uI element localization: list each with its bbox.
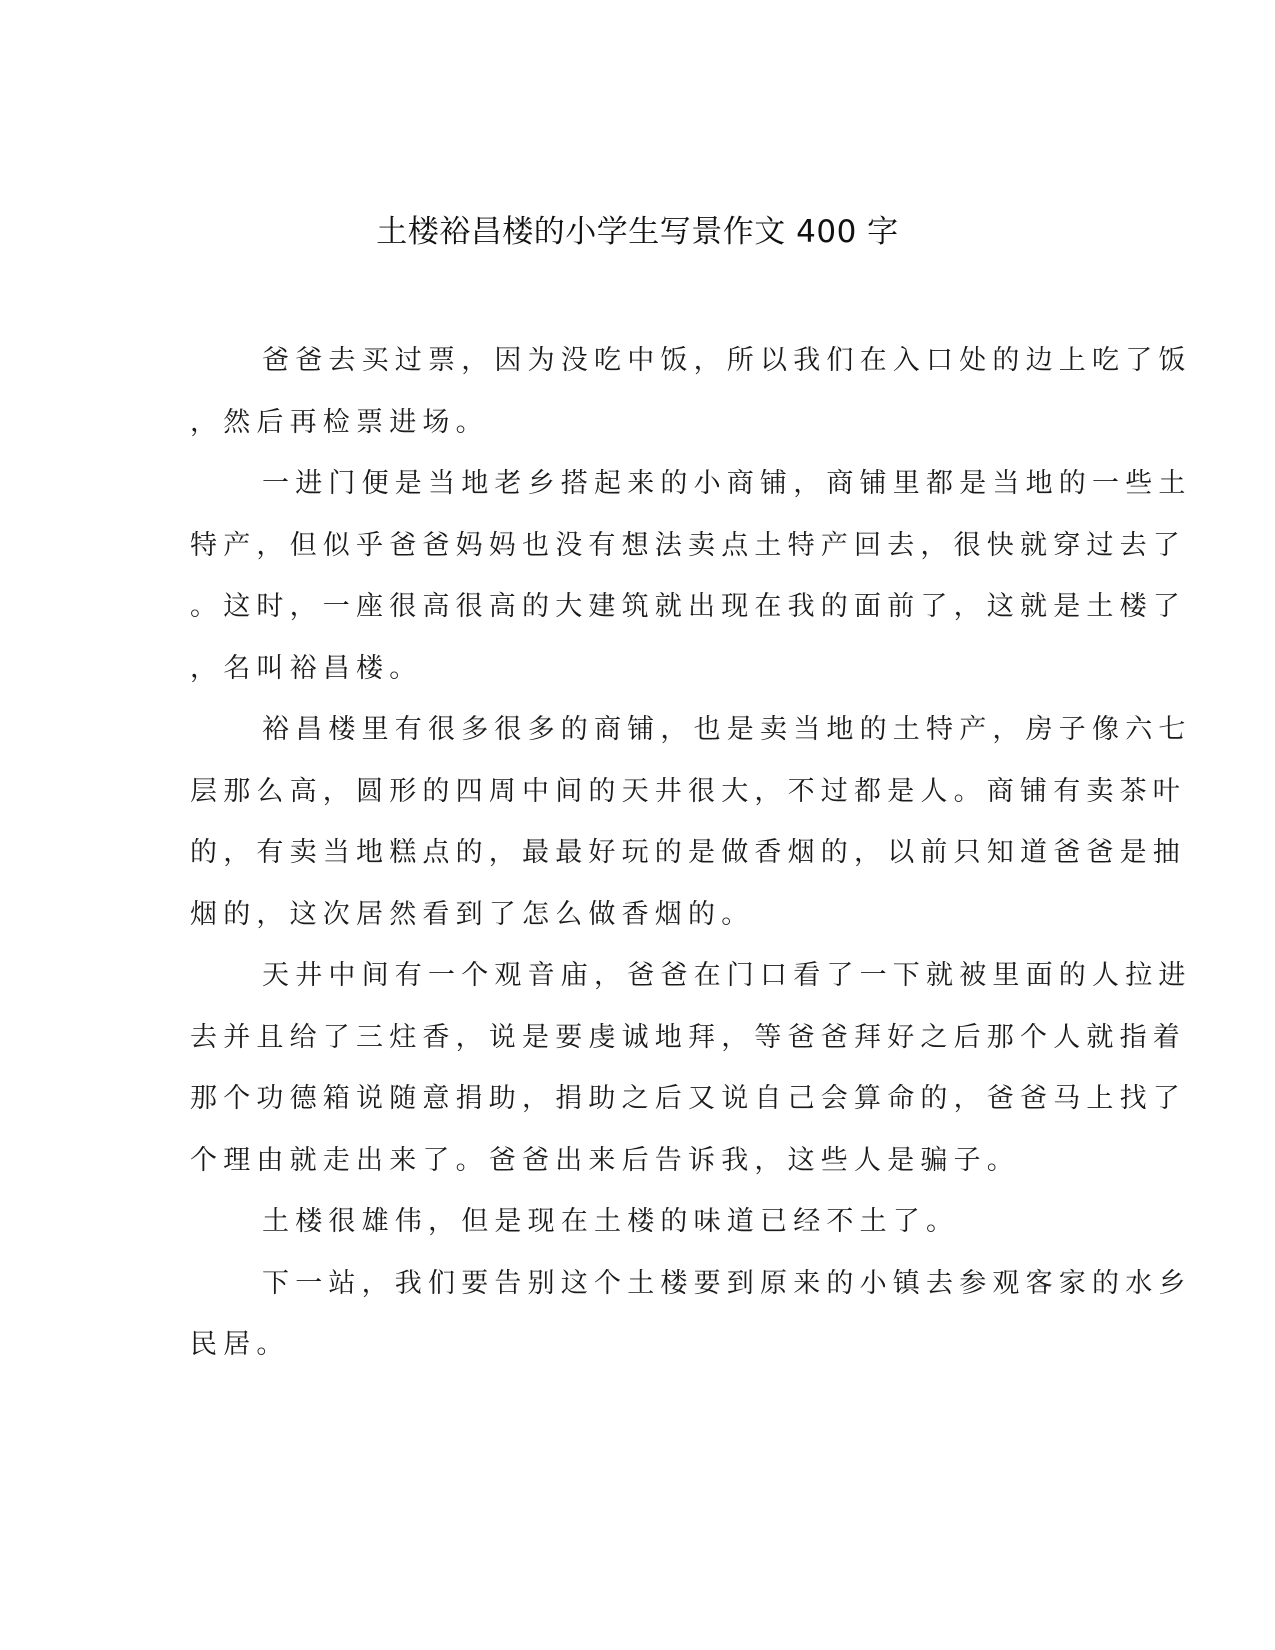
text-line: 下一站，我们要告别这个土楼要到原来的小镇去参观客家的水乡 — [262, 1267, 1192, 1299]
text-line: 那个功德箱说随意捐助，捐助之后又说自己会算命的，爸爸马上找了 — [190, 1083, 1186, 1114]
text-line: 个理由就走出来了。爸爸出来后告诉我，这些人是骗子。 — [190, 1144, 1020, 1176]
text-line: 的，有卖当地糕点的，最最好玩的是做香烟的，以前只知道爸爸是抽 — [190, 837, 1186, 868]
text-line: 一进门便是当地老乡搭起来的小商铺，商铺里都是当地的一些土 — [262, 468, 1192, 499]
text-line: 土楼很雄伟，但是现在土楼的味道已经不土了。 — [262, 1206, 960, 1237]
document-title: 土楼裕昌楼的小学生写景作文 400 字 — [376, 214, 899, 250]
text-line: 民居。 — [190, 1329, 290, 1360]
text-line: 烟的，这次居然看到了怎么做香烟的。 — [190, 898, 755, 930]
document-body — [190, 330, 1192, 1376]
text-line: ，名叫裕昌楼。 — [190, 652, 423, 684]
text-line: 天井中间有一个观音庙，爸爸在门口看了一下就被里面的人拉进 — [262, 960, 1192, 991]
text-line: 裕昌楼里有很多很多的商铺，也是卖当地的土特产，房子像六七 — [262, 714, 1192, 745]
text-line: 层那么高，圆形的四周中间的天井很大，不过都是人。商铺有卖茶叶 — [190, 775, 1186, 807]
text-line: 爸爸去买过票，因为没吃中饭，所以我们在入口处的边上吃了饭 — [262, 345, 1192, 376]
text-line: 去并且给了三炷香，说是要虔诚地拜，等爸爸拜好之后那个人就指着 — [190, 1021, 1186, 1053]
text-line: 特产，但似乎爸爸妈妈也没有想法卖点土特产回去，很快就穿过去了 — [190, 529, 1186, 561]
text-line: 。这时，一座很高很高的大建筑就出现在我的面前了，这就是土楼了 — [190, 591, 1186, 622]
text-line: ，然后再检票进场。 — [190, 406, 489, 438]
